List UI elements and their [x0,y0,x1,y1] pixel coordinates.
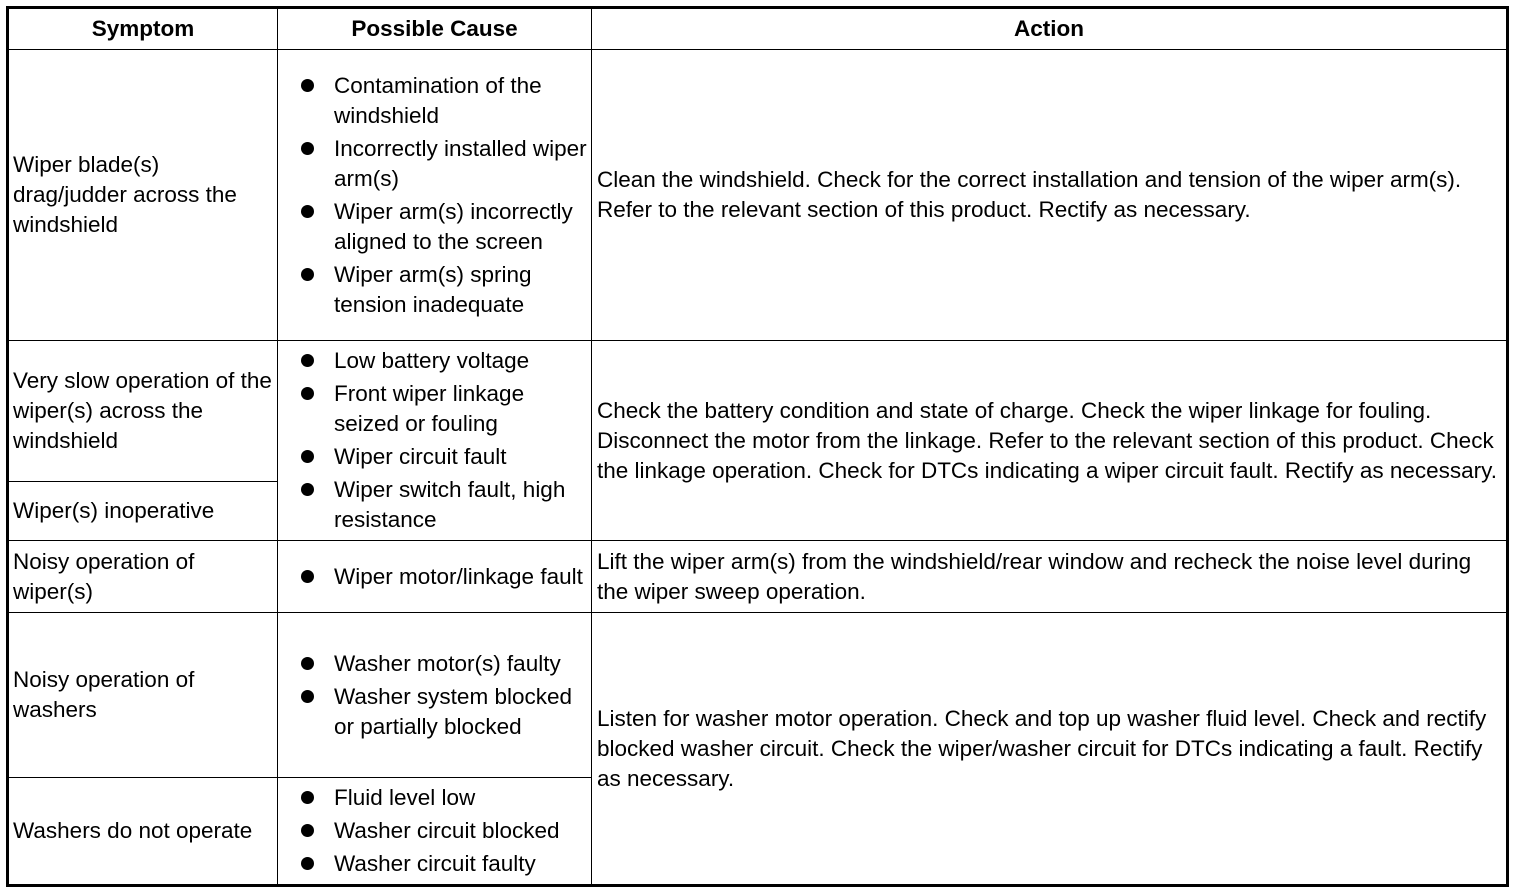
cause-text: Front wiper linkage seized or fouling [334,381,525,436]
cause-text: Washer motor(s) faulty [334,650,561,676]
cause-item [300,379,587,439]
cause-list [300,346,587,535]
cause-item [300,682,587,742]
table-row [8,541,1508,613]
cause-list [300,71,587,320]
bullet-icon [301,824,314,837]
action-column-header: Action [592,8,1508,50]
cause-text: Low battery voltage [334,348,530,373]
cause-item [300,475,587,535]
cause-item [300,849,587,879]
action-cell: Lift the wiper arm(s) from the windshield/rear window and recheck the noise level during the wiper sweep operation. [592,541,1508,613]
cause-item [300,134,587,194]
table-row [8,50,1508,341]
possible-cause-cell [278,341,592,541]
cause-item [300,649,587,679]
bullet-icon [301,791,314,804]
cause-text: Contamination of the windshield [334,72,542,128]
bullet-icon [301,268,314,281]
cause-list [300,783,587,879]
cause-item [300,816,587,846]
cause-text: Wiper switch fault, high resistance [334,477,566,532]
cause-item [300,562,587,592]
cause-item [300,260,587,320]
possible-cause-cell [278,778,592,886]
symptom-cell: Noisy operation of wiper(s) [8,541,278,613]
possible-cause-cell [278,541,592,613]
bullet-icon [301,79,314,92]
table-row [8,341,1508,482]
possible-cause-cell [278,50,592,341]
bullet-icon [301,354,314,367]
symptom-cell: Wiper(s) inoperative [8,482,278,541]
cause-text: Fluid level low [334,785,476,810]
header-row [8,8,1508,50]
symptom-cell: Washers do not operate [8,778,278,886]
cause-text: Wiper circuit fault [334,444,507,469]
cause-text: Wiper motor/linkage fault [334,563,583,589]
symptom-column-header: Symptom [8,8,278,50]
action-cell: Listen for washer motor operation. Check and top up washer fluid level. Check and rectify blocked washer circuit. Check the wiper/washer circuit for DTCs indicating a fault. Rectify as necessary. [592,613,1508,886]
action-cell: Clean the windshield. Check for the correct installation and tension of the wiper arm(s). Refer to the relevant section of this product. Rectify as necessary. [592,50,1508,341]
bullet-icon [301,570,314,583]
cause-item [300,442,587,472]
symptom-cell: Very slow operation of the wiper(s) across the windshield [8,341,278,482]
bullet-icon [301,387,314,400]
cause-text: Wiper arm(s) spring tension inadequate [334,261,532,317]
bullet-icon [301,657,314,670]
cause-item [300,346,587,376]
cause-text: Washer system blocked or partially blocked [334,683,572,739]
bullet-icon [301,450,314,463]
bullet-icon [301,857,314,870]
cause-item [300,71,587,131]
cause-item [300,197,587,257]
table-row [8,613,1508,778]
cause-list [300,562,587,592]
symptom-cell: Wiper blade(s) drag/judder across the windshield [8,50,278,341]
cause-text: Washer circuit blocked [334,818,560,843]
possible-cause-column-header: Possible Cause [278,8,592,50]
cause-text: Wiper arm(s) incorrectly aligned to the screen [334,198,573,254]
bullet-icon [301,205,314,218]
cause-text: Washer circuit faulty [334,851,536,876]
cause-list [300,649,587,742]
cause-text: Incorrectly installed wiper arm(s) [334,135,587,191]
bullet-icon [301,483,314,496]
symptom-cell: Noisy operation of washers [8,613,278,778]
bullet-icon [301,142,314,155]
diagnostic-table-container [6,6,1506,884]
cause-item [300,783,587,813]
action-cell: Check the battery condition and state of charge. Check the wiper linkage for fouling. Disconnect the motor from the linkage. Refer to the relevant section of this product. Check the linkage operation. Check for DTCs indicating a wiper circuit fault. Rectify as necessary. [592,341,1508,541]
symptom-diagnosis-table [6,6,1509,887]
bullet-icon [301,690,314,703]
possible-cause-cell [278,613,592,778]
